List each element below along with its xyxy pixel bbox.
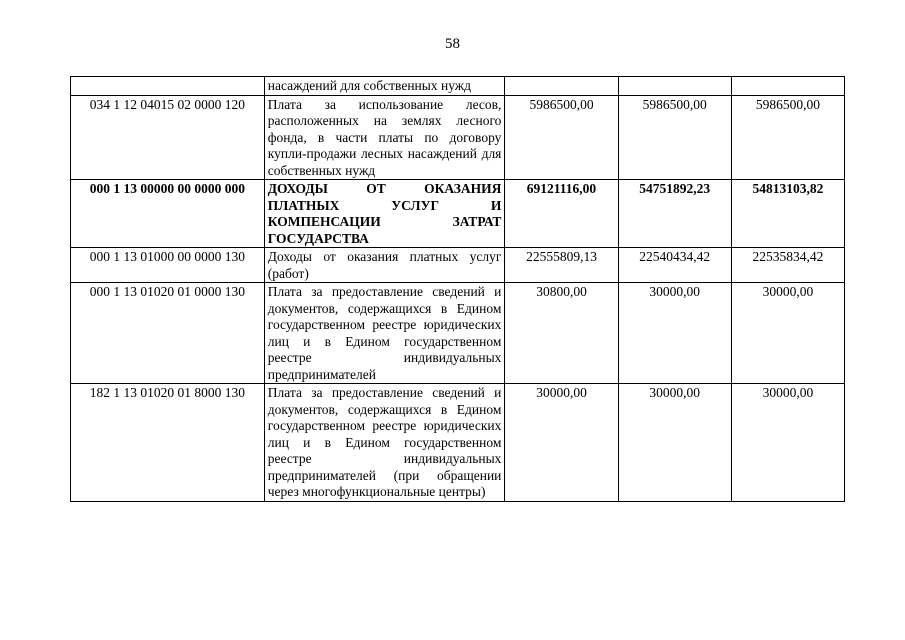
- amount-cell-year1: 30000,00: [505, 384, 618, 502]
- amount-cell-year2: 54751892,23: [618, 180, 731, 248]
- budget-code-cell: 000 1 13 01000 00 0000 130: [71, 248, 265, 283]
- table-row: [71, 77, 845, 96]
- amount-cell-year2: 30000,00: [618, 384, 731, 502]
- amount-cell-year1: 5986500,00: [505, 95, 618, 180]
- amount-cell-year2: 5986500,00: [618, 95, 731, 180]
- budget-code-cell: 000 1 13 01020 01 0000 130: [71, 283, 265, 384]
- amount-cell-year1: 22555809,13: [505, 248, 618, 283]
- amount-cell-year3: 22535834,42: [731, 248, 844, 283]
- budget-code-cell: 182 1 13 01020 01 8000 130: [71, 384, 265, 502]
- table-row: [71, 384, 845, 502]
- amount-cell-year3: 54813103,82: [731, 180, 844, 248]
- table-row: [71, 248, 845, 283]
- page-number: 58: [445, 36, 460, 52]
- table-row: [71, 283, 845, 384]
- amount-cell-year1: 30800,00: [505, 283, 618, 384]
- revenue-name-cell: ДОХОДЫ ОТ ОКАЗАНИЯ ПЛАТНЫХ УСЛУГ И КОМПЕНСАЦИИ ЗАТРАТ ГОСУДАРСТВА: [264, 180, 505, 248]
- budget-code-cell: 000 1 13 00000 00 0000 000: [71, 180, 265, 248]
- revenue-name-cell: Плата за предоставление сведений и документов, содержащихся в Едином государственном реестре юридических лиц и в Едином государственном реестре индивидуальных предпринимателей: [264, 283, 505, 384]
- revenue-name-cell: Доходы от оказания платных услуг (работ): [264, 248, 505, 283]
- table-row: [71, 95, 845, 180]
- budget-table: [70, 76, 845, 502]
- amount-cell-year3: 30000,00: [731, 384, 844, 502]
- revenue-name-cell: Плата за предоставление сведений и документов, содержащихся в Едином государственном реестре юридических лиц и в Едином государственном реестре индивидуальных предпринимателей (при обращении через многофункциональные центры): [264, 384, 505, 502]
- revenue-name-cell: Плата за использование лесов, расположенных на землях лесного фонда, в части платы по договору купли-продажи лесных насаждений для собственных нужд: [264, 95, 505, 180]
- amount-cell-year3: 5986500,00: [731, 95, 844, 180]
- amount-cell-year1: [505, 77, 618, 96]
- amount-cell-year3: [731, 77, 844, 96]
- revenue-name-cell: насаждений для собственных нужд: [264, 77, 505, 96]
- amount-cell-year2: [618, 77, 731, 96]
- budget-code-cell: [71, 77, 265, 96]
- table-row-total: [71, 180, 845, 248]
- amount-cell-year2: 22540434,42: [618, 248, 731, 283]
- amount-cell-year2: 30000,00: [618, 283, 731, 384]
- budget-code-cell: 034 1 12 04015 02 0000 120: [71, 95, 265, 180]
- amount-cell-year3: 30000,00: [731, 283, 844, 384]
- amount-cell-year1: 69121116,00: [505, 180, 618, 248]
